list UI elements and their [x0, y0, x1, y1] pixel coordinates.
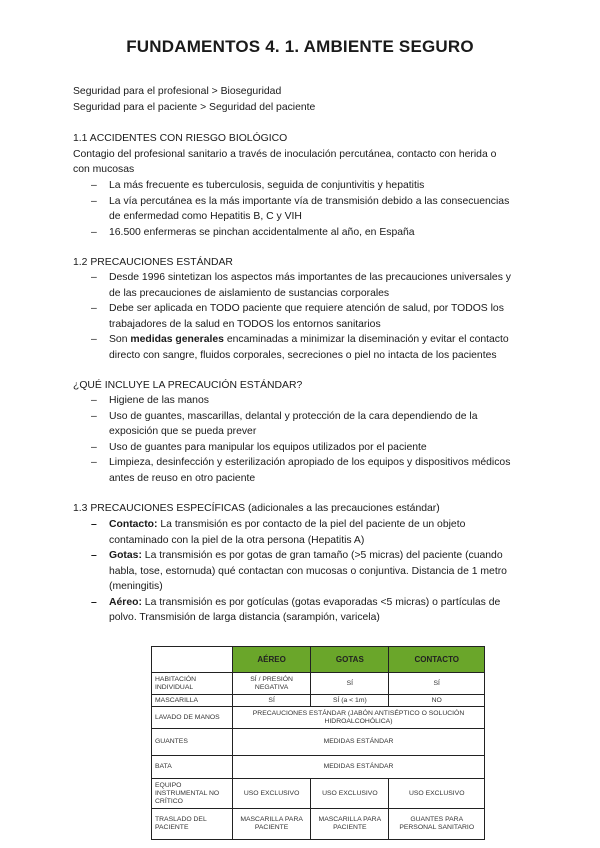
- table-row-label: EQUIPO INSTRUMENTAL NO CRÍTICO: [152, 779, 233, 809]
- section-1-1-paragraph-l1: Contagio del profesional sanitario a través de inoculación percutánea, contacto con herida o: [73, 149, 497, 160]
- list-item: – Desde 1996 sintetizan los aspectos más importantes de las precauciones universales y de las precauciones de aislamiento de sustancias corporales: [73, 270, 529, 301]
- list-item: – Gotas: La transmisión es por gotas de gran tamaño (>5 micras) del paciente (cuando habla, tose, estornuda) qué contactan con mucosas o conjuntiva. Distancia de 1 metro (meningitis): [73, 548, 529, 595]
- table-row: [152, 779, 485, 809]
- intro-line-2: Seguridad para el paciente > Seguridad del paciente: [73, 102, 316, 113]
- list-item: – Limpieza, desinfección y esterilización apropiado de los equipos y dispositivos médicos antes de reuso en otro paciente: [73, 455, 529, 486]
- section-1-1-list: [73, 178, 529, 240]
- table-cell: MASCARILLA PARA PACIENTE: [311, 809, 389, 840]
- table-row-label: LAVADO DE MANOS: [152, 707, 233, 729]
- section-heading-1-1: 1.1 ACCIDENTES CON RIESGO BIOLÓGICO: [73, 133, 288, 144]
- table-row: [152, 756, 485, 779]
- table-header-gotas: GOTAS: [311, 647, 389, 673]
- section-heading-1-3: 1.3 PRECAUCIONES ESPECÍFICAS (adicionales a las precauciones estándar): [73, 503, 440, 514]
- table-header-row: [152, 647, 485, 673]
- section-1-1-paragraph-l2: con mucosas: [73, 164, 135, 175]
- table-cell: NO: [389, 695, 485, 707]
- list-item: – Uso de guantes para manipular los equipos utilizados por el paciente: [73, 440, 529, 456]
- section-1-2-list: [73, 270, 529, 363]
- table-row-label: TRASLADO DEL PACIENTE: [152, 809, 233, 840]
- section-heading-1-2: 1.2 PRECAUCIONES ESTÁNDAR: [73, 257, 233, 268]
- table-cell: SÍ: [389, 673, 485, 695]
- precautions-table: [151, 646, 485, 840]
- table-row-label: BATA: [152, 756, 233, 779]
- list-item: – Uso de guantes, mascarillas, delantal y protección de la cara dependiendo de la exposición que se pueda prever: [73, 409, 529, 440]
- table-row: [152, 673, 485, 695]
- table-cell: SÍ: [311, 673, 389, 695]
- list-item: – La más frecuente es tuberculosis, seguida de conjuntivitis y hepatitis: [73, 178, 529, 194]
- table-cell: SÍ / PRESIÓN NEGATIVA: [233, 673, 311, 695]
- table-cell-span: MEDIDAS ESTÁNDAR: [233, 756, 485, 779]
- table-row: [152, 729, 485, 756]
- table-row-label: GUANTES: [152, 729, 233, 756]
- table-header-aereo: AÉREO: [233, 647, 311, 673]
- table-row-label: MASCARILLA: [152, 695, 233, 707]
- table-header-contacto: CONTACTO: [389, 647, 485, 673]
- list-item: – Aéreo: La transmisión es por gotículas (gotas evaporadas <5 micras) o partículas de polvo. Transmisión de larga distancia (sarampión, varicela): [73, 595, 529, 626]
- table-row: [152, 809, 485, 840]
- section-1-3-list: [73, 517, 529, 626]
- table-cell: SÍ (a < 1m): [311, 695, 389, 707]
- table-cell: USO EXCLUSIVO: [233, 779, 311, 809]
- table-cell: USO EXCLUSIVO: [311, 779, 389, 809]
- table-cell: SÍ: [233, 695, 311, 707]
- list-item: – Higiene de las manos: [73, 393, 529, 409]
- list-item: – 16.500 enfermeras se pinchan accidentalmente al año, en España: [73, 225, 529, 241]
- section-que-incluye-list: [73, 393, 529, 486]
- table-cell-span: PRECAUCIONES ESTÁNDAR (JABÓN ANTISÉPTICO O SOLUCIÓN HIDROALCOHÓLICA): [233, 707, 485, 729]
- table-header-blank: [152, 647, 233, 673]
- page-title: FUNDAMENTOS 4. 1. AMBIENTE SEGURO: [126, 37, 474, 56]
- list-item: – La vía percutánea es la más importante vía de transmisión debido a las consecuencias de enfermedad como Hepatitis B, C y VIH: [73, 194, 529, 225]
- table-cell: GUANTES PARA PERSONAL SANITARIO: [389, 809, 485, 840]
- list-item: – Debe ser aplicada en TODO paciente que requiere atención de salud, por TODOS los trabajadores de la salud en TODOS los entornos sanitarios: [73, 301, 529, 332]
- table-row: [152, 707, 485, 729]
- list-item: – Contacto: La transmisión es por contacto de la piel del paciente de un objeto contaminado con la piel de la otra persona (Hepatitis A): [73, 517, 529, 548]
- list-item: – Son medidas generales encaminadas a minimizar la diseminación y evitar el contacto directo con sangre, fluidos corporales, secreciones o piel no intacta de los pacientes: [73, 332, 529, 363]
- table-cell-span: MEDIDAS ESTÁNDAR: [233, 729, 485, 756]
- table-cell: MASCARILLA PARA PACIENTE: [233, 809, 311, 840]
- table-row-label: HABITACIÓN INDIVIDUAL: [152, 673, 233, 695]
- section-heading-que-incluye: ¿QUÉ INCLUYE LA PRECAUCIÓN ESTÁNDAR?: [73, 380, 303, 391]
- intro-line-1: Seguridad para el profesional > Bioseguridad: [73, 86, 282, 97]
- table-row: [152, 695, 485, 707]
- table-cell: USO EXCLUSIVO: [389, 779, 485, 809]
